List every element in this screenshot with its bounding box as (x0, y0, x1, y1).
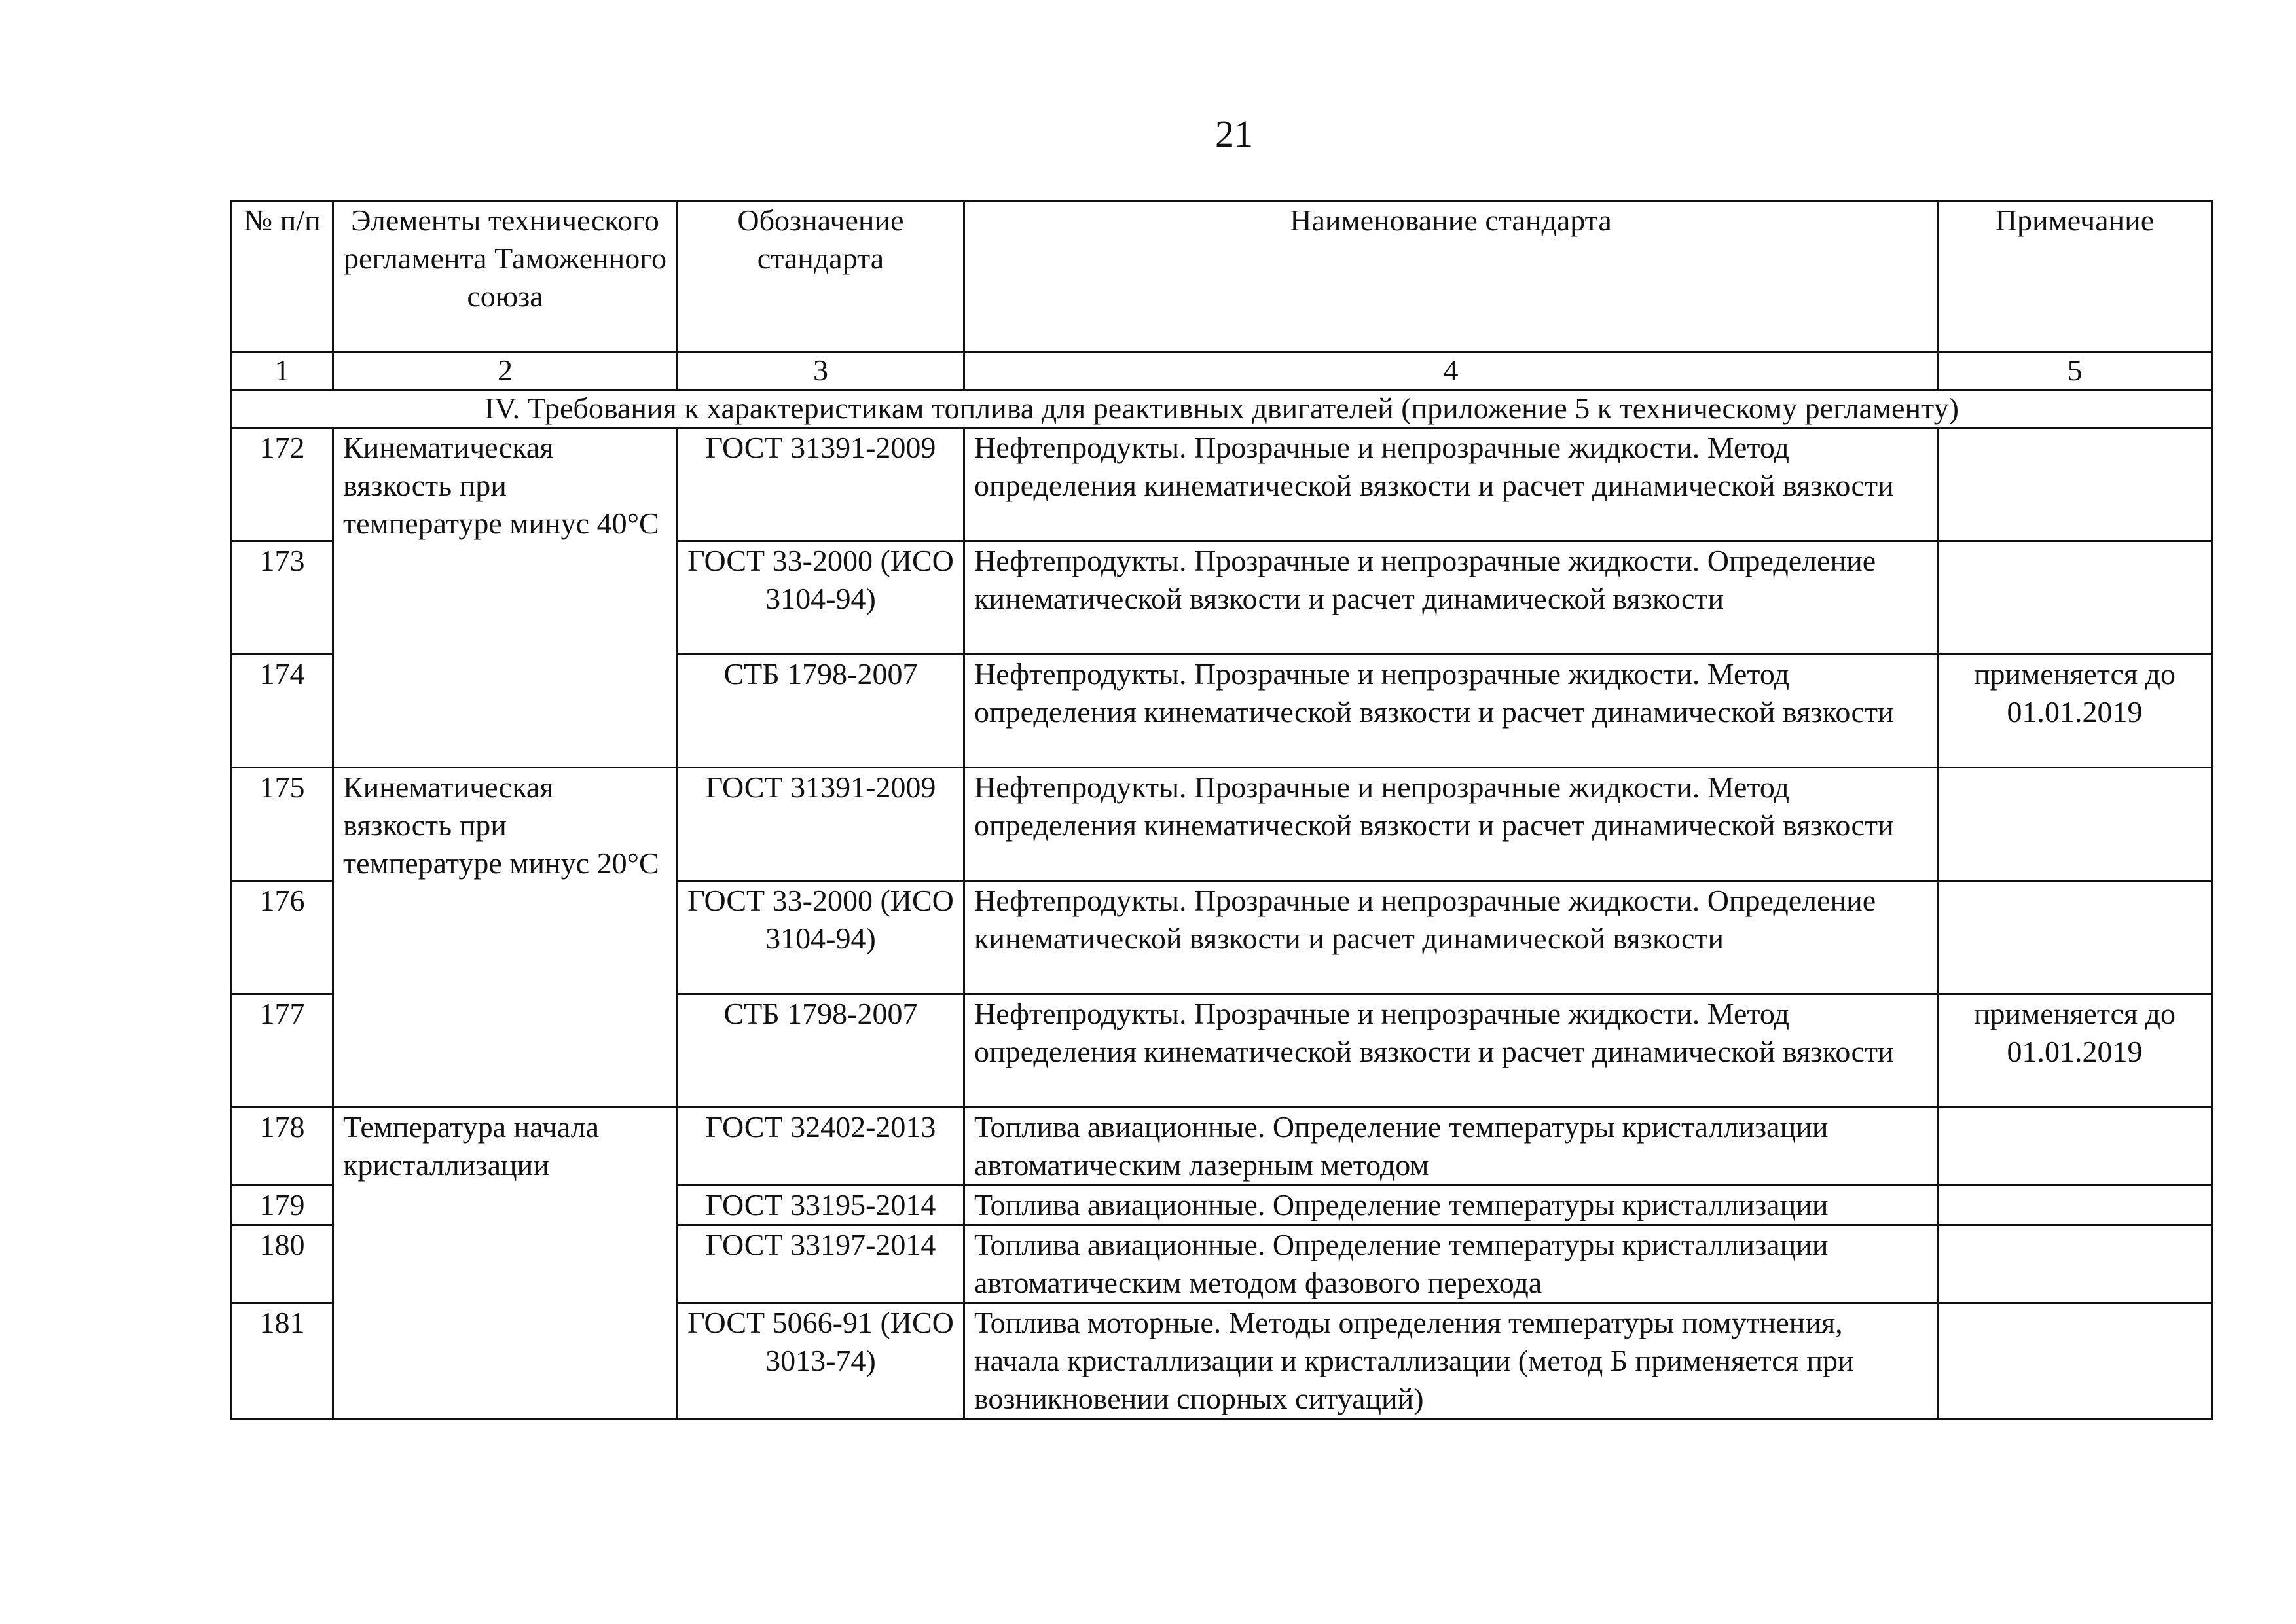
page-number: 21 (1215, 113, 1253, 155)
standard-code: ГОСТ 33-2000 (ИСО 3104-94) (678, 881, 964, 994)
row-number: 175 (232, 768, 333, 881)
standard-code: ГОСТ 33197-2014 (678, 1225, 964, 1303)
standard-name: Нефтепродукты. Прозрачные и непрозрачные жидкости. Метод определения кинематической вязкости и расчет динамической вязкости (964, 768, 1938, 881)
note-cell (1938, 428, 2212, 541)
header-note: Примечание (1938, 201, 2212, 352)
row-number: 180 (232, 1225, 333, 1303)
row-number: 173 (232, 541, 333, 655)
standard-name: Топлива авиационные. Определение температуры кристаллизации автоматическим методом фазового перехода (964, 1225, 1938, 1303)
note-cell (1938, 541, 2212, 655)
header-standard-code: Обозначение стандарта (678, 201, 964, 352)
standard-code: ГОСТ 31391-2009 (678, 768, 964, 881)
note-cell (1938, 768, 2212, 881)
standards-table (230, 200, 2213, 1420)
table-row (232, 428, 2212, 541)
standard-code: ГОСТ 5066-91 (ИСО 3013-74) (678, 1303, 964, 1419)
standard-name: Нефтепродукты. Прозрачные и непрозрачные жидкости. Определение кинематической вязкости и расчет динамической вязкости (964, 881, 1938, 994)
standard-code: СТБ 1798-2007 (678, 655, 964, 768)
note-cell (1938, 1225, 2212, 1303)
standard-name: Нефтепродукты. Прозрачные и непрозрачные жидкости. Метод определения кинематической вязкости и расчет динамической вязкости (964, 655, 1938, 768)
row-number: 179 (232, 1185, 333, 1225)
row-number: 176 (232, 881, 333, 994)
header-num: № п/п (232, 201, 333, 352)
element-cell: Температура начала кристаллизации (333, 1108, 678, 1419)
standard-name: Нефтепродукты. Прозрачные и непрозрачные жидкости. Метод определения кинематической вязкости и расчет динамической вязкости (964, 994, 1938, 1108)
table-row (232, 768, 2212, 881)
standard-code: ГОСТ 33195-2014 (678, 1185, 964, 1225)
note-cell (1938, 1108, 2212, 1185)
column-number: 4 (964, 352, 1938, 390)
row-number: 172 (232, 428, 333, 541)
column-number-row (232, 352, 2212, 390)
note-cell (1938, 1185, 2212, 1225)
element-cell: Кинематическая вязкость при температуре минус 40°С (333, 428, 678, 768)
standard-name: Нефтепродукты. Прозрачные и непрозрачные жидкости. Метод определения кинематической вязкости и расчет динамической вязкости (964, 428, 1938, 541)
standard-code: ГОСТ 33-2000 (ИСО 3104-94) (678, 541, 964, 655)
table-row (232, 1108, 2212, 1185)
standard-name: Топлива авиационные. Определение температуры кристаллизации (964, 1185, 1938, 1225)
section-title: IV. Требования к характеристикам топлива для реактивных двигателей (приложение 5 к техническому регламенту) (232, 390, 2212, 428)
row-number: 178 (232, 1108, 333, 1185)
note-cell (1938, 1303, 2212, 1419)
row-number: 181 (232, 1303, 333, 1419)
standard-name: Нефтепродукты. Прозрачные и непрозрачные жидкости. Определение кинематической вязкости и расчет динамической вязкости (964, 541, 1938, 655)
note-cell: применяется до 01.01.2019 (1938, 994, 2212, 1108)
standard-name: Топлива авиационные. Определение температуры кристаллизации автоматическим лазерным методом (964, 1108, 1938, 1185)
row-number: 174 (232, 655, 333, 768)
note-cell: применяется до 01.01.2019 (1938, 655, 2212, 768)
header-standard-name: Наименование стандарта (964, 201, 1938, 352)
note-cell (1938, 881, 2212, 994)
row-number: 177 (232, 994, 333, 1108)
standard-name: Топлива моторные. Методы определения температуры помутнения, начала кристаллизации и кристаллизации (метод Б применяется при возникновении спорных ситуаций) (964, 1303, 1938, 1419)
standard-code: ГОСТ 32402-2013 (678, 1108, 964, 1185)
element-cell: Кинематическая вязкость при температуре минус 20°С (333, 768, 678, 1108)
standard-code: СТБ 1798-2007 (678, 994, 964, 1108)
column-number: 5 (1938, 352, 2212, 390)
table-header-row (232, 201, 2212, 352)
column-number: 1 (232, 352, 333, 390)
column-number: 3 (678, 352, 964, 390)
header-elements: Элементы технического регламента Таможенного союза (333, 201, 678, 352)
column-number: 2 (333, 352, 678, 390)
standard-code: ГОСТ 31391-2009 (678, 428, 964, 541)
section-row (232, 390, 2212, 428)
